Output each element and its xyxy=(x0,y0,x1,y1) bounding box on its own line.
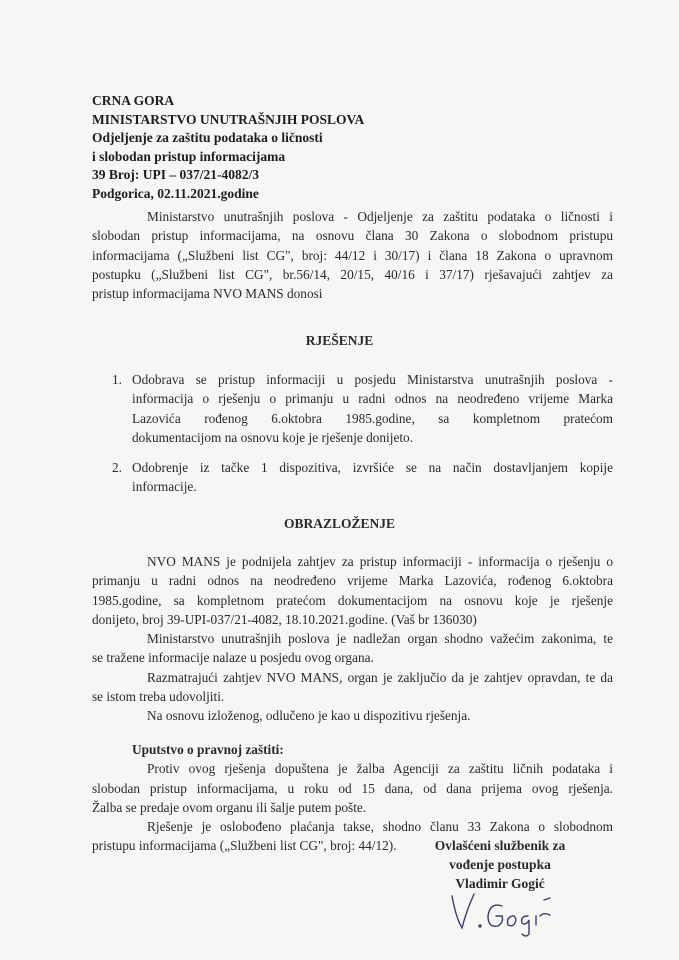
text-line: se tražene informacije nalaze u posjedu ovog organa. xyxy=(92,650,374,666)
decision-item-1 xyxy=(112,370,613,447)
item-number: 2. xyxy=(112,460,122,475)
text-line: dokumentacijom na osnovu koje je rješenje donijeto. xyxy=(132,429,414,445)
intro-paragraph xyxy=(92,207,613,303)
legal-title: Uputstvo o pravnoj zaštiti: xyxy=(132,742,284,757)
header-line: i slobodan pristup informacijama xyxy=(92,148,286,164)
text-line: Ministarstvo unutrašnjih poslova - Odjeljenje za zaštitu podataka o ličnosti i xyxy=(147,209,613,224)
text-line: Na osnovu izloženog, odlučeno je kao u dispozitivu rješenja. xyxy=(147,708,471,724)
text-line: 1985.godine, sa kompletnom pratećom dokumentacijom na osnovu koje je rješenje xyxy=(92,592,613,608)
reasoning-paragraphs xyxy=(92,552,613,726)
handwritten-signature xyxy=(440,888,560,938)
text-line: slobodan pristup informacijama, na osnovu člana 30 Zakona o slobodnom pristupu xyxy=(92,228,613,244)
header-line: 39 Broj: UPI – 037/21-4082/3 xyxy=(92,167,259,183)
header-line: CRNA GORA xyxy=(92,93,175,108)
text-line: Ministarstvo unutrašnjih poslova je nadležan organ shodno važećim zakonima, te xyxy=(147,631,613,647)
signatory-name: Vladimir Gogić xyxy=(455,876,545,891)
document-header xyxy=(92,92,613,204)
header-line: MINISTARSTVO UNUTRAŠNJIH POSLOVA xyxy=(92,111,365,127)
decision-title: RJEŠENJE xyxy=(305,333,374,348)
text-line: informacijama („Službeni list CG", broj: 44/12 i 30/17) i člana 18 Zakona o upravnom xyxy=(92,247,613,263)
text-line: pristup informacijama NVO MANS donosi xyxy=(92,286,323,302)
text-line: slobodan pristup informacijama, u roku od 15 dana, od dana prijema ovog rješenja. xyxy=(92,780,613,796)
text-line: primanju u radni odnos na neodređeno vrijeme Marka Lazovića, rođenog 6.oktobra xyxy=(92,573,613,589)
text-line: se istom treba udovoljiti. xyxy=(92,689,225,705)
signature-block xyxy=(400,836,600,893)
header-line: Odjeljenje za zaštitu podataka o ličnosti xyxy=(92,130,323,146)
signatory-title: Ovlašćeni službenik za xyxy=(434,838,566,853)
text-line: Žalba se predaje ovom organu ili šalje putem pošte. xyxy=(92,799,367,815)
text-line: NVO MANS je podnijela zahtjev za pristup informaciji - informacija o rješenju o xyxy=(147,554,613,569)
text-line: Odobrava se pristup informaciji u posjedu Ministarstva unutrašnjih poslova - xyxy=(132,372,613,387)
text-line: informacija o rješenju o primanju u radni odnos na neodređeno vrijeme Marka xyxy=(132,391,613,407)
text-line: donijeto, broj 39-UPI-037/21-4082, 18.10.2021.godine. (Vaš br 136030) xyxy=(92,611,477,627)
text-line: Odobrenje iz tačke 1 dispozitiva, izvršiće se na način dostavljanjem kopije xyxy=(132,460,613,475)
text-line: Lazovića rođenog 6.oktobra 1985.godine, sa kompletnom pratećom xyxy=(132,410,613,426)
decision-item-2 xyxy=(112,458,613,497)
reasoning-title: OBRAZLOŽENJE xyxy=(283,516,396,531)
text-line: Protiv ovog rješenja dopuštena je žalba Agenciji za zaštitu ličnih podataka i xyxy=(147,761,613,777)
header-line: Podgorica, 02.11.2021.godine xyxy=(92,185,259,201)
text-line: informacije. xyxy=(132,479,197,495)
text-line: pristupu informacijama („Službeni list CG", broj: 44/12). xyxy=(92,838,397,854)
signatory-title: vođenje postupka xyxy=(449,857,551,872)
text-line: postupku („Službeni list CG", br.56/14, 20/15, 40/16 i 37/17) rješavajući zahtjev za xyxy=(92,266,613,282)
text-line: Rješenje je oslobođeno plaćanja takse, shodno članu 33 Zakona o slobodnom xyxy=(147,819,613,835)
text-line: Razmatrajući zahtjev NVO MANS, organ je zaključio da je zahtjev opravdan, te da xyxy=(147,669,613,685)
item-number: 1. xyxy=(112,372,122,387)
